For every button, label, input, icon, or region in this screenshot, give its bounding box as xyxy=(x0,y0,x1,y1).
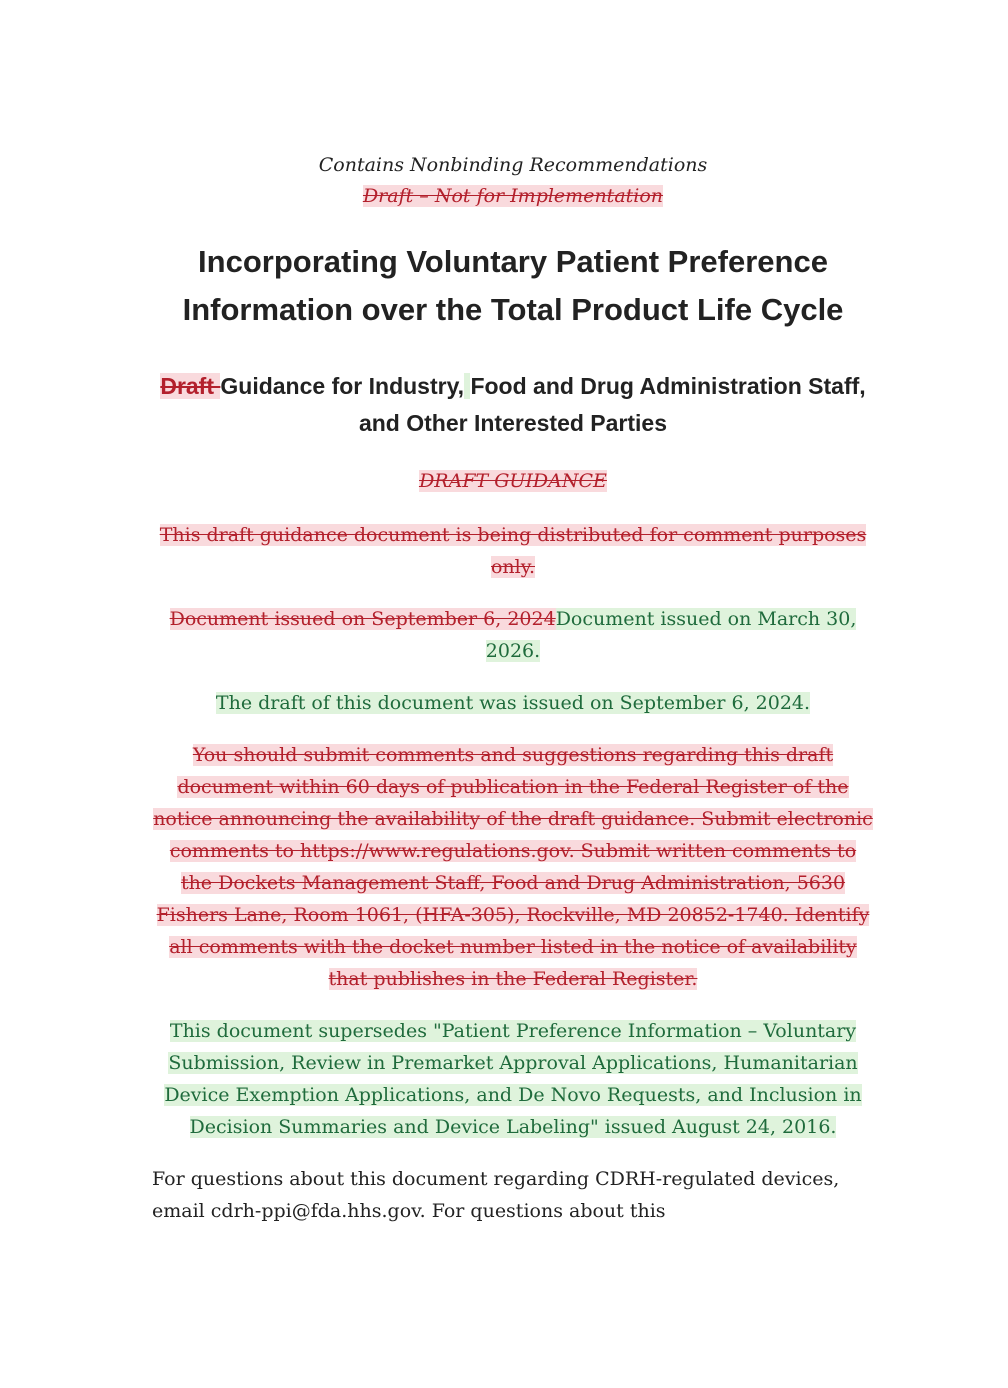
deleted-text: Draft xyxy=(160,373,221,399)
questions-paragraph: For questions about this document regarding CDRH-regulated devices, email cdrh-ppi@fda.hhs.gov. For questions about this xyxy=(152,1168,840,1222)
comments-note: You should submit comments and suggestions regarding this draft document within 60 days of publication in the Federal Register of the notice announcing the availability of the draft guidance. Submit electronic comments to https://www.regulations.gov. Submit written comments to the Dockets Management Staff, Food and Drug Administration, 5630 Fishers Lane, Room 1061, (HFA-305), Rockville, MD 20852-1740. Identify all comments with the docket number listed in the notice of availability that publishes in the Federal Register. xyxy=(153,744,873,990)
document-page xyxy=(152,150,874,1247)
nonbinding-header: Contains Nonbinding Recommendations xyxy=(318,154,708,176)
draft-guidance-label: DRAFT GUIDANCE xyxy=(419,470,607,492)
draft-note xyxy=(152,181,874,212)
document-title: Incorporating Voluntary Patient Preference Information over the Total Product Life Cycle xyxy=(182,244,844,327)
distribution-note: This draft guidance document is being distributed for comment purposes only. xyxy=(159,524,867,578)
issued-date: Document issued on September 6, 2024Document issued on March 30, 2026. xyxy=(169,608,857,662)
document-subtitle: Draft Guidance for Industry, Food and Drug Administration Staff, and Other Interested Parties xyxy=(160,373,866,436)
deleted-text: Draft – Not for Implementation xyxy=(362,185,664,207)
supersedes-note: This document supersedes "Patient Preference Information – Voluntary Submission, Review in Premarket Approval Applications, Humanitarian Device Exemption Applications, and De Novo Requests, and Inclusion in Decision Summaries and Device Labeling" issued August 24, 2016. xyxy=(164,1020,862,1138)
draft-issued-date: The draft of this document was issued on September 6, 2024. xyxy=(215,692,811,714)
